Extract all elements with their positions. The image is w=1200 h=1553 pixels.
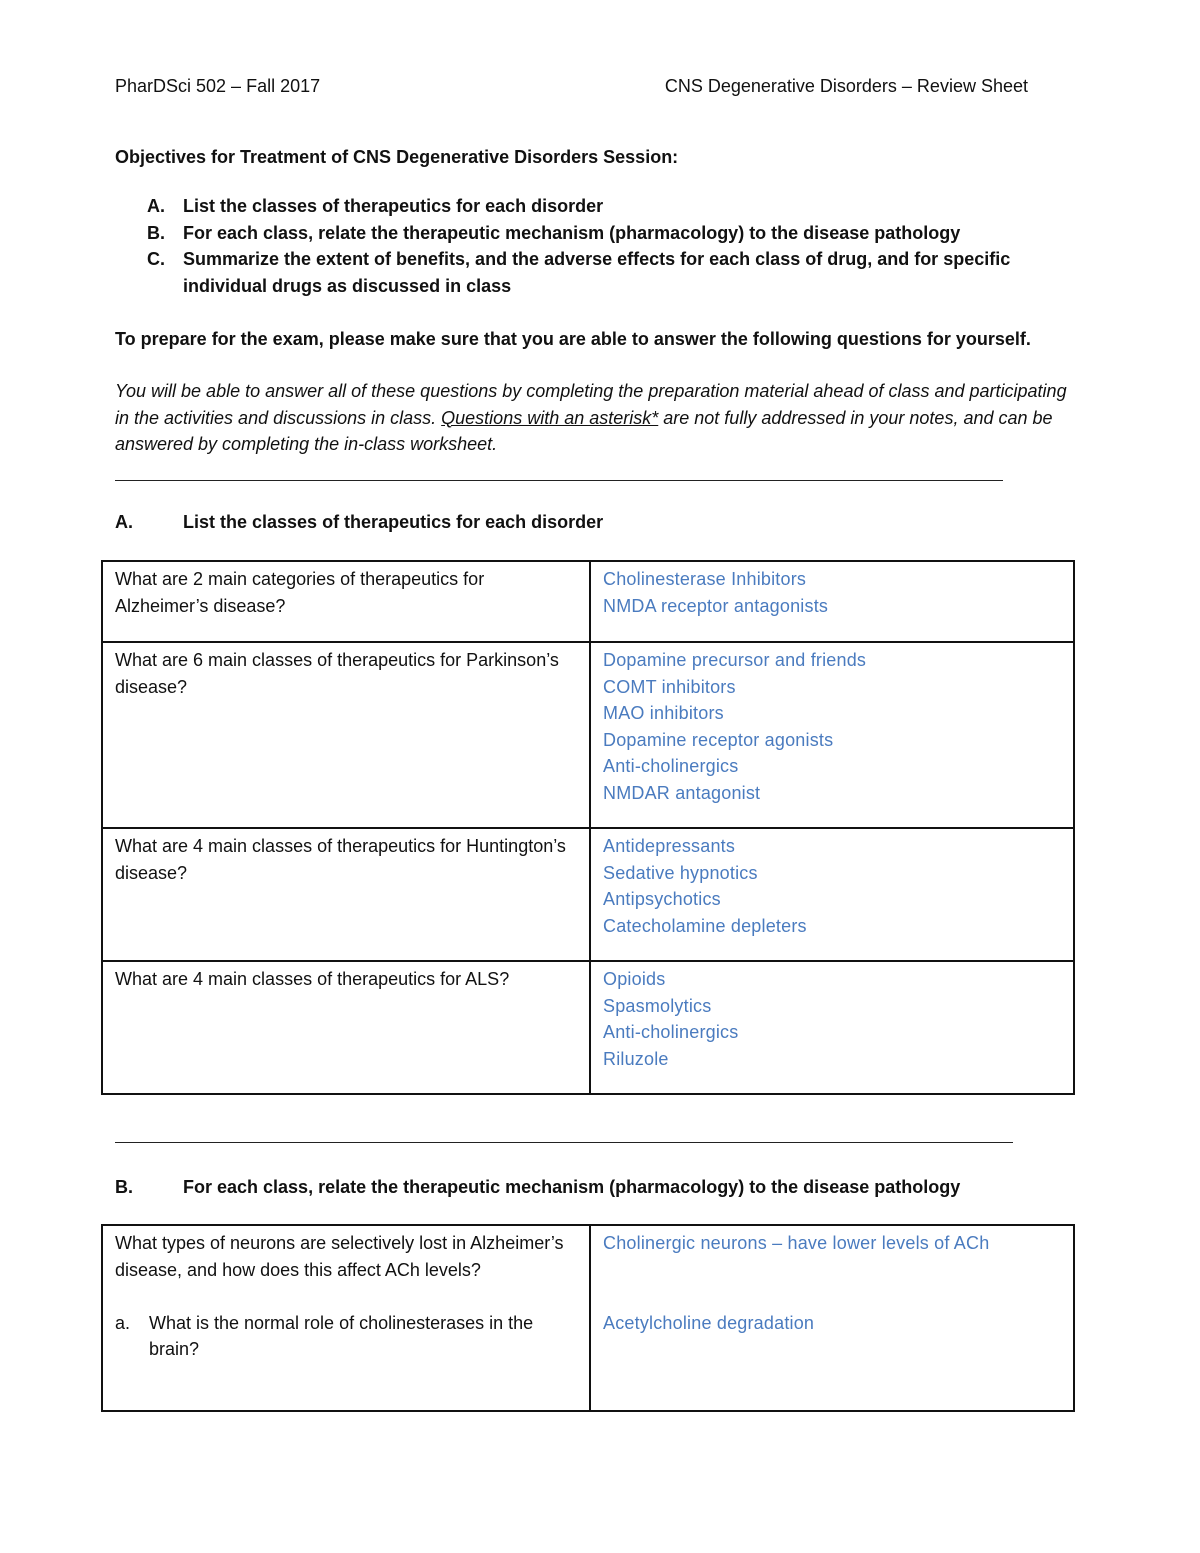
- section-b-letter: B.: [115, 1177, 133, 1197]
- answer-item: Anti-cholinergics: [603, 756, 739, 776]
- answer-item: Riluzole: [603, 1048, 669, 1069]
- answer-item: Opioids: [603, 969, 666, 989]
- header-title: CNS Degenerative Disorders – Review Sheet: [664, 76, 1028, 96]
- note-text-1: You will be able to answer all of these questions by completing the preparation material ahead of class and participating in the activities and discussions in class.: [115, 381, 1067, 428]
- answer-item: Spasmolytics: [603, 995, 712, 1016]
- answer-item: NMDA receptor antagonists: [603, 595, 829, 616]
- answer-item: Dopamine precursor and friends: [603, 650, 867, 670]
- objective-item: [115, 193, 1055, 220]
- answer-cell: [590, 642, 1074, 828]
- objective-marker: A.: [147, 196, 165, 216]
- section-a-table: [101, 560, 1075, 1095]
- answer-item: Catecholamine depleters: [603, 915, 807, 936]
- table-row: [102, 1225, 1074, 1411]
- header-course: PharDSci 502 – Fall 2017: [115, 76, 321, 96]
- question-text: What types of neurons are selectively lost in Alzheimer’s disease, and how does this affect ACh levels?: [115, 1233, 564, 1280]
- objective-text: Summarize the extent of benefits, and the adverse effects for each class of drug, and for specific individual drugs as discussed in class: [183, 249, 1011, 296]
- objectives-list: [115, 193, 1055, 299]
- answer-item: Anti-cholinergics: [603, 1022, 739, 1042]
- section-a-letter: A.: [115, 512, 133, 532]
- table-row: [102, 642, 1074, 828]
- section-a-heading: [115, 510, 603, 534]
- answer-item: Antipsychotics: [603, 889, 721, 909]
- answer-item: Dopamine receptor agonists: [603, 729, 834, 750]
- objective-text: List the classes of therapeutics for each disorder: [183, 196, 604, 216]
- question-cell: What are 6 main classes of therapeutics for Parkinson’s disease?: [102, 642, 590, 828]
- objective-item: [115, 220, 1055, 247]
- answer-item: MAO inhibitors: [603, 703, 724, 723]
- answer-item: NMDAR antagonist: [603, 782, 761, 803]
- sub-question-text: What is the normal role of cholinesterases in the brain?: [149, 1312, 534, 1359]
- question-cell: What are 2 main categories of therapeutics for Alzheimer’s disease?: [102, 561, 590, 642]
- prepare-instructions: To prepare for the exam, please make sure that you are able to answer the following questions for yourself.: [115, 329, 1031, 349]
- answer-cell: [590, 828, 1074, 961]
- answer-item: Cholinesterase Inhibitors: [603, 569, 807, 589]
- note-text-2: are not fully addressed in your notes, and can be answered by completing the in-class worksheet.: [115, 407, 1053, 454]
- answer-item: Sedative hypnotics: [603, 862, 758, 883]
- section-b-title: For each class, relate the therapeutic mechanism (pharmacology) to the disease pathology: [183, 1177, 961, 1197]
- objective-text: For each class, relate the therapeutic mechanism (pharmacology) to the disease pathology: [183, 222, 961, 243]
- answer-item: Antidepressants: [603, 836, 736, 856]
- objectives-title: Objectives for Treatment of CNS Degenerative Disorders Session:: [115, 147, 679, 167]
- divider-line: [115, 480, 1003, 481]
- question-cell: [102, 1225, 590, 1411]
- answer-cell: [590, 561, 1074, 642]
- divider-line: [115, 1142, 1013, 1143]
- sub-question-marker: a.: [115, 1312, 131, 1333]
- section-b-heading: [115, 1175, 960, 1199]
- objective-item: [115, 246, 1055, 299]
- objective-marker: C.: [147, 249, 165, 269]
- note-underlined: Questions with an asterisk*: [441, 407, 659, 428]
- spacer: [603, 1257, 1061, 1310]
- objective-marker: B.: [147, 222, 165, 243]
- table-row: [102, 828, 1074, 961]
- answer-cell: [590, 1225, 1074, 1411]
- question-cell: What are 4 main classes of therapeutics for ALS?: [102, 961, 590, 1094]
- answer-item: Cholinergic neurons – have lower levels of ACh: [603, 1233, 990, 1253]
- section-b-table: [101, 1224, 1075, 1412]
- spacer: [115, 1283, 577, 1310]
- table-row: [102, 961, 1074, 1094]
- answer-item: COMT inhibitors: [603, 676, 736, 697]
- answer-cell: [590, 961, 1074, 1094]
- section-a-title: List the classes of therapeutics for each disorder: [183, 512, 604, 532]
- table-row: [102, 561, 1074, 642]
- question-cell: What are 4 main classes of therapeutics for Huntington’s disease?: [102, 828, 590, 961]
- sub-question: [115, 1310, 577, 1363]
- italic-note: [115, 378, 1075, 458]
- answer-item: Acetylcholine degradation: [603, 1312, 815, 1333]
